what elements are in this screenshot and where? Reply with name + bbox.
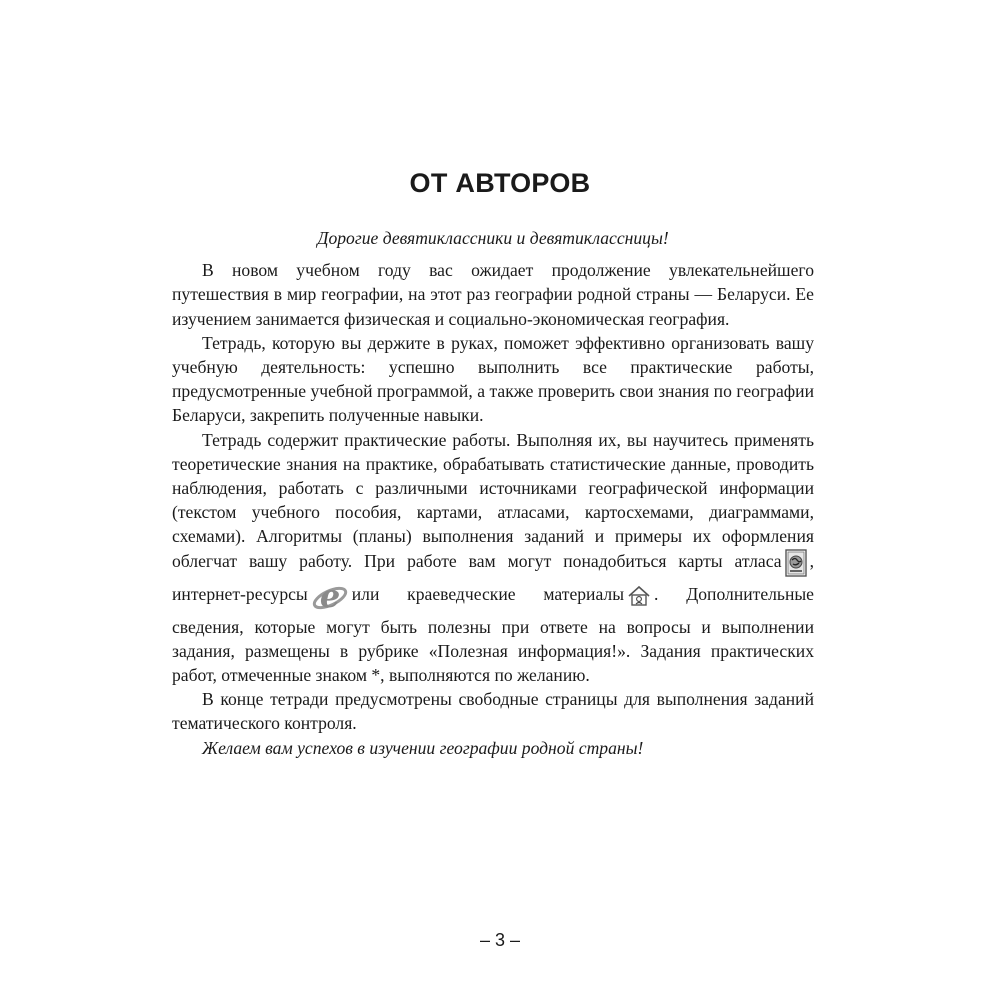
- body-text: [172, 226, 814, 760]
- paragraph-tasks-part-1: Тетрадь содержит практические работы. Выполняя их, вы научитесь применять теоретические знания на практике, обрабатывать статистические данные, проводить наблюдения, работать с различными источниками географической информации (текстом учебного пособия, картами, атласами, картосхемами, диаграммами, схемами). Алгоритмы (планы) выполнения заданий и примеры их оформления облегчат вашу работу. При работе вам могут понадобиться карты атласа: [172, 429, 814, 571]
- page-number: – 3 –: [479, 930, 521, 950]
- atlas-icon: [785, 549, 807, 577]
- paragraph-intro: В новом учебном году вас ожидает продолжение увлекательнейшего путешествия в мир географии, на этот раз географии родной страны — Беларуси. Ее изучением занимается физическая и социально-экономическая география.: [172, 260, 814, 329]
- paragraph-tasks-part-4: . Дополнительные сведения, которые могут быть полезны при ответе на вопросы и выполнении задания, размещены в рубрике «Полезная информация!». Задания практических работ, отмеченные знаком *, выполняются по желанию.: [172, 583, 814, 686]
- paragraph-control: В конце тетради предусмотрены свободные страницы для выполнения заданий тематического контроля.: [172, 689, 814, 734]
- internet-icon: [311, 577, 349, 615]
- paragraph-workbook: Тетрадь, которую вы держите в руках, поможет эффективно организовать вашу учебную деятельность: успешно выполнить все практические работы, предусмотренные учебной программой, а также проверить свои знания по географии Беларуси, закрепить полученные навыки.: [172, 332, 814, 426]
- paragraph-tasks-part-3: или краеведческие материалы: [351, 583, 625, 604]
- svg-text:e: e: [319, 576, 340, 615]
- closing-wish: Желаем вам успехов в изучении географии родной страны!: [202, 737, 644, 758]
- paragraph-tasks-part-2: , интернет-ресурсы: [172, 550, 814, 604]
- greeting: Дорогие девятиклассники и девятиклассницы!: [317, 228, 669, 248]
- page-title: ОТ АВТОРОВ: [409, 168, 591, 198]
- local-history-icon: [627, 585, 651, 607]
- paragraph-tasks: [172, 428, 814, 688]
